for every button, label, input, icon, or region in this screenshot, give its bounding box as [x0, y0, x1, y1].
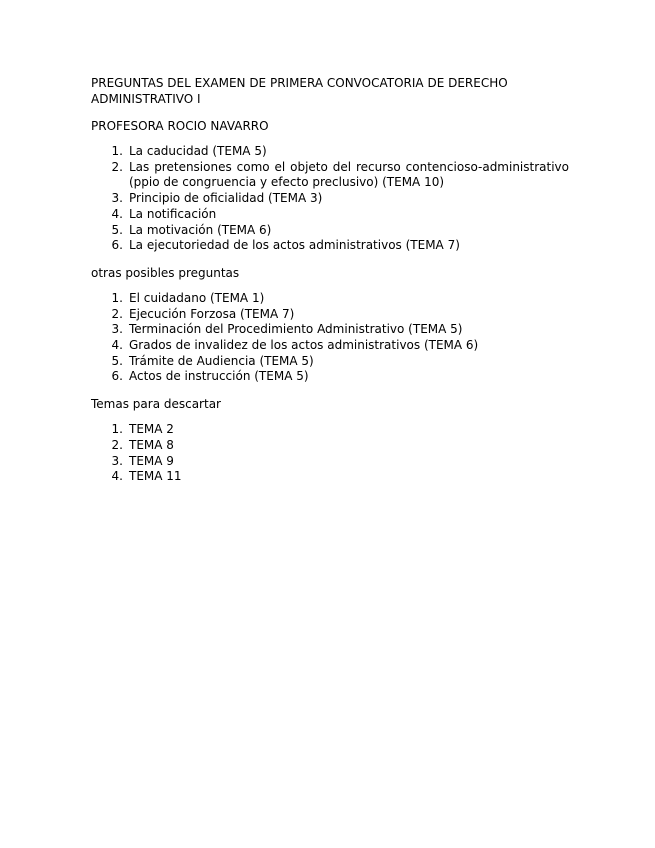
- list-item-text: Las pretensiones como el objeto del recurso contencioso-administrativo (ppio de congruencia y efecto preclusivo) (TEMA 10): [129, 159, 569, 190]
- list-item-text: Ejecución Forzosa (TEMA 7): [129, 306, 295, 321]
- list-item-number: 5.: [111, 353, 123, 368]
- list-item: [91, 144, 569, 160]
- list-item-text: La ejecutoriedad de los actos administrativos (TEMA 7): [129, 238, 460, 253]
- list-item: [91, 238, 569, 254]
- list-item: [91, 422, 569, 438]
- list-item-number: 6.: [111, 238, 123, 253]
- discard-topics-list: [91, 422, 569, 485]
- list-item: [91, 307, 569, 323]
- list-item: [91, 207, 569, 223]
- exam-questions-list: [91, 144, 569, 254]
- list-item: [91, 438, 569, 454]
- list-item: [91, 469, 569, 485]
- list-item-number: 3.: [111, 322, 123, 337]
- list-item-number: 1.: [111, 144, 123, 158]
- list-item-text: La motivación (TEMA 6): [129, 222, 272, 237]
- other-questions-heading: otras posibles preguntas: [91, 265, 240, 280]
- list-item: [91, 369, 569, 385]
- list-item-number: 1.: [111, 422, 123, 437]
- list-item-text: Trámite de Audiencia (TEMA 5): [129, 353, 314, 368]
- list-item-text: Actos de instrucción (TEMA 5): [129, 369, 309, 384]
- list-item-text: TEMA 11: [129, 469, 182, 484]
- list-item-number: 4.: [111, 469, 123, 484]
- document-title: PREGUNTAS DEL EXAMEN DE PRIMERA CONVOCATORIA DE DERECHO ADMINISTRATIVO I: [91, 76, 508, 106]
- list-item: [91, 191, 569, 207]
- document-page: [91, 75, 569, 485]
- list-item-number: 3.: [111, 453, 123, 468]
- list-item: [91, 454, 569, 470]
- list-item-number: 2.: [111, 306, 123, 321]
- list-item-number: 3.: [111, 191, 123, 206]
- list-item-text: TEMA 8: [129, 437, 174, 452]
- list-item-number: 2.: [111, 159, 123, 174]
- list-item: [91, 160, 569, 191]
- list-item: [91, 354, 569, 370]
- list-item-text: La notificación: [129, 206, 217, 221]
- list-item-number: 4.: [111, 338, 123, 353]
- list-item-text: El cuidadano (TEMA 1): [129, 290, 265, 305]
- list-item-text: Terminación del Procedimiento Administrativo (TEMA 5): [129, 322, 463, 337]
- professor-name: PROFESORA ROCIO NAVARRO: [91, 119, 269, 133]
- list-item: [91, 223, 569, 239]
- other-questions-list: [91, 291, 569, 385]
- list-item-text: Grados de invalidez de los actos administrativos (TEMA 6): [129, 338, 479, 353]
- list-item-number: 2.: [111, 437, 123, 452]
- list-item: [91, 322, 569, 338]
- list-item-number: 1.: [111, 290, 123, 305]
- list-item-text: La caducidad (TEMA 5): [129, 144, 267, 158]
- list-item-text: Principio de oficialidad (TEMA 3): [129, 191, 323, 206]
- list-item: [91, 338, 569, 354]
- list-item-number: 4.: [111, 206, 123, 221]
- list-item-text: TEMA 9: [129, 453, 174, 468]
- list-item-number: 5.: [111, 222, 123, 237]
- list-item-number: 6.: [111, 369, 123, 384]
- list-item: [91, 291, 569, 307]
- list-item-text: TEMA 2: [129, 422, 174, 437]
- discard-topics-heading: Temas para descartar: [91, 397, 221, 412]
